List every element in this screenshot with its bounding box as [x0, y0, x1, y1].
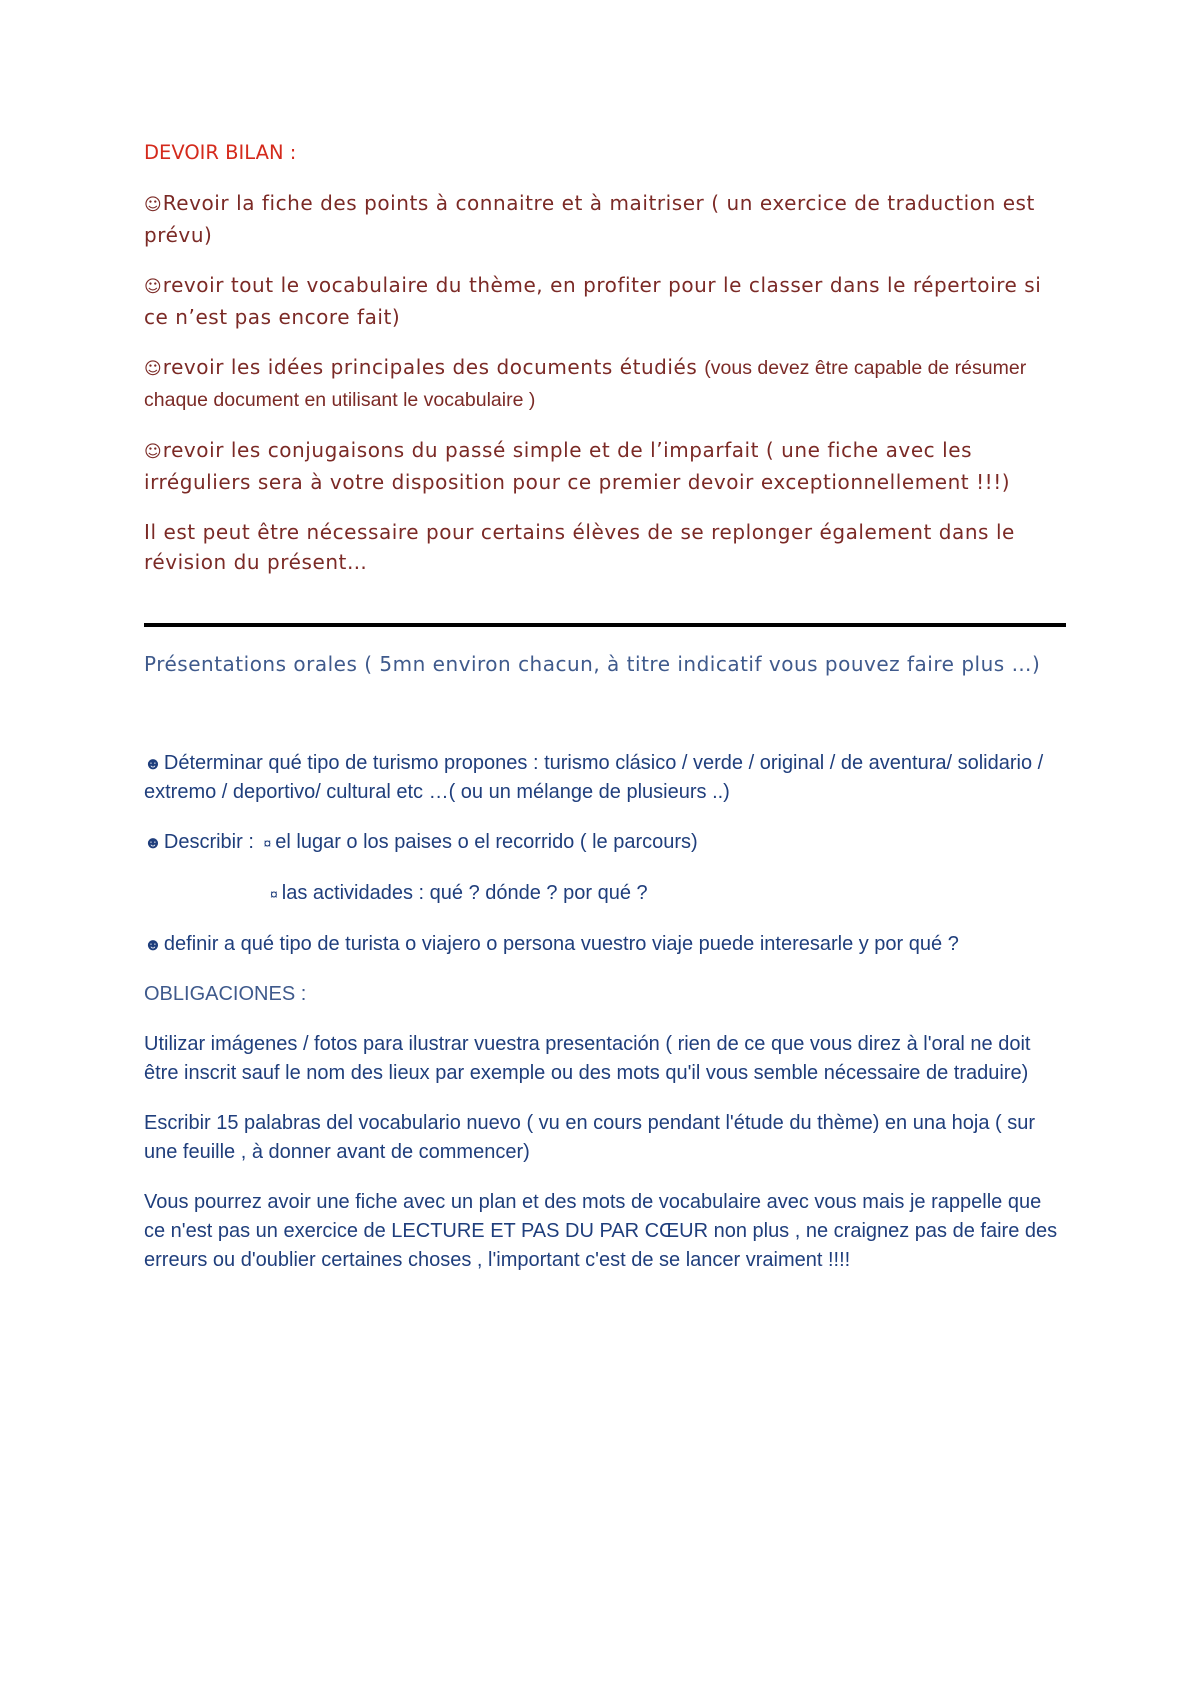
presentation-item — [144, 828, 1064, 858]
presentations-heading: Présentations orales ( 5mn environ chacun, à titre indicatif vous pouvez faire plus …) — [144, 652, 1041, 676]
smiley-solid-icon: ☻ — [144, 935, 162, 954]
presentation-subitem — [144, 879, 1064, 909]
presentation-item-text: el lugar o los paises o el recorrido ( le parcours) — [275, 831, 698, 853]
devoir-item-text: revoir tout le vocabulaire du thème, en profiter pour le classer dans le répertoire si ce n’est pas encore fait) — [144, 273, 1042, 329]
obligaciones-title: OBLIGACIONES : — [144, 983, 307, 1005]
presentation-item-text: Déterminar qué tipo de turismo propones : turismo clásico / verde / original / de aventura/ solidario / extremo / deportivo/ cultural etc …( ou un mélange de plusieurs ..) — [144, 752, 1044, 803]
smiley-icon: ☺ — [144, 195, 162, 215]
devoir-item-text: revoir les conjugaisons du passé simple et de l’imparfait ( une fiche avec les irréguliers sera à votre disposition pour ce premier devoir exceptionnellement !!!) — [144, 438, 1011, 494]
smiley-icon: ☺ — [144, 277, 162, 297]
obligaciones-paragraph: Escribir 15 palabras del vocabulario nuevo ( vu en cours pendant l'étude du thème) en una hoja ( sur une feuille , à donner avant de commencer) — [144, 1112, 1036, 1163]
document-page — [144, 138, 1064, 1296]
square-bullet-icon: ¤ — [263, 835, 272, 851]
devoir-item-text-small: (vous devez être capable de résumer chaque document en utilisant le vocabulaire ) — [144, 357, 1027, 411]
devoir-item — [144, 435, 1064, 497]
presentation-item-text: definir a qué tipo de turista o viajero o persona vuestro viaje puede interesarle y por qué ? — [163, 933, 959, 955]
obligaciones-paragraph: Utilizar imágenes / fotos para ilustrar vuestra presentación ( rien de ce que vous direz à l'oral ne doit être inscrit sauf le nom des lieux par exemple ou des mots qu'il vous semble nécessaire de traduire) — [144, 1033, 1031, 1084]
square-bullet-icon: ¤ — [270, 886, 278, 902]
devoir-item — [144, 352, 1064, 415]
devoir-note: Il est peut être nécessaire pour certains élèves de se replonger également dans le révision du présent… — [144, 520, 1015, 574]
horizontal-divider — [144, 623, 1066, 627]
devoir-item — [144, 270, 1064, 332]
devoir-item — [144, 188, 1064, 250]
obligaciones-paragraph: Vous pourrez avoir une fiche avec un plan et des mots de vocabulaire avec vous mais je rappelle que ce n'est pas un exercice de LECTURE ET PAS DU PAR CŒUR non plus , ne craignez pas de faire des erreurs ou d'oublier certaines choses , l'important c'est de se lancer vraiment !!!! — [144, 1191, 1058, 1271]
presentation-item-label: Describir : — [163, 831, 260, 853]
smiley-icon: ☺ — [144, 442, 162, 462]
presentation-item — [144, 749, 1064, 807]
presentation-item-text: las actividades : qué ? dónde ? por qué ? — [281, 882, 648, 904]
smiley-icon: ☺ — [144, 359, 162, 379]
devoir-item-text: revoir les idées principales des documents étudiés — [162, 355, 705, 379]
smiley-solid-icon: ☻ — [144, 833, 162, 852]
devoir-item-text: Revoir la fiche des points à connaitre et à maitriser ( un exercice de traduction est prévu) — [144, 191, 1035, 247]
smiley-solid-icon: ☻ — [144, 754, 162, 773]
presentation-item — [144, 930, 1064, 959]
devoir-title: DEVOIR BILAN : — [144, 141, 297, 164]
